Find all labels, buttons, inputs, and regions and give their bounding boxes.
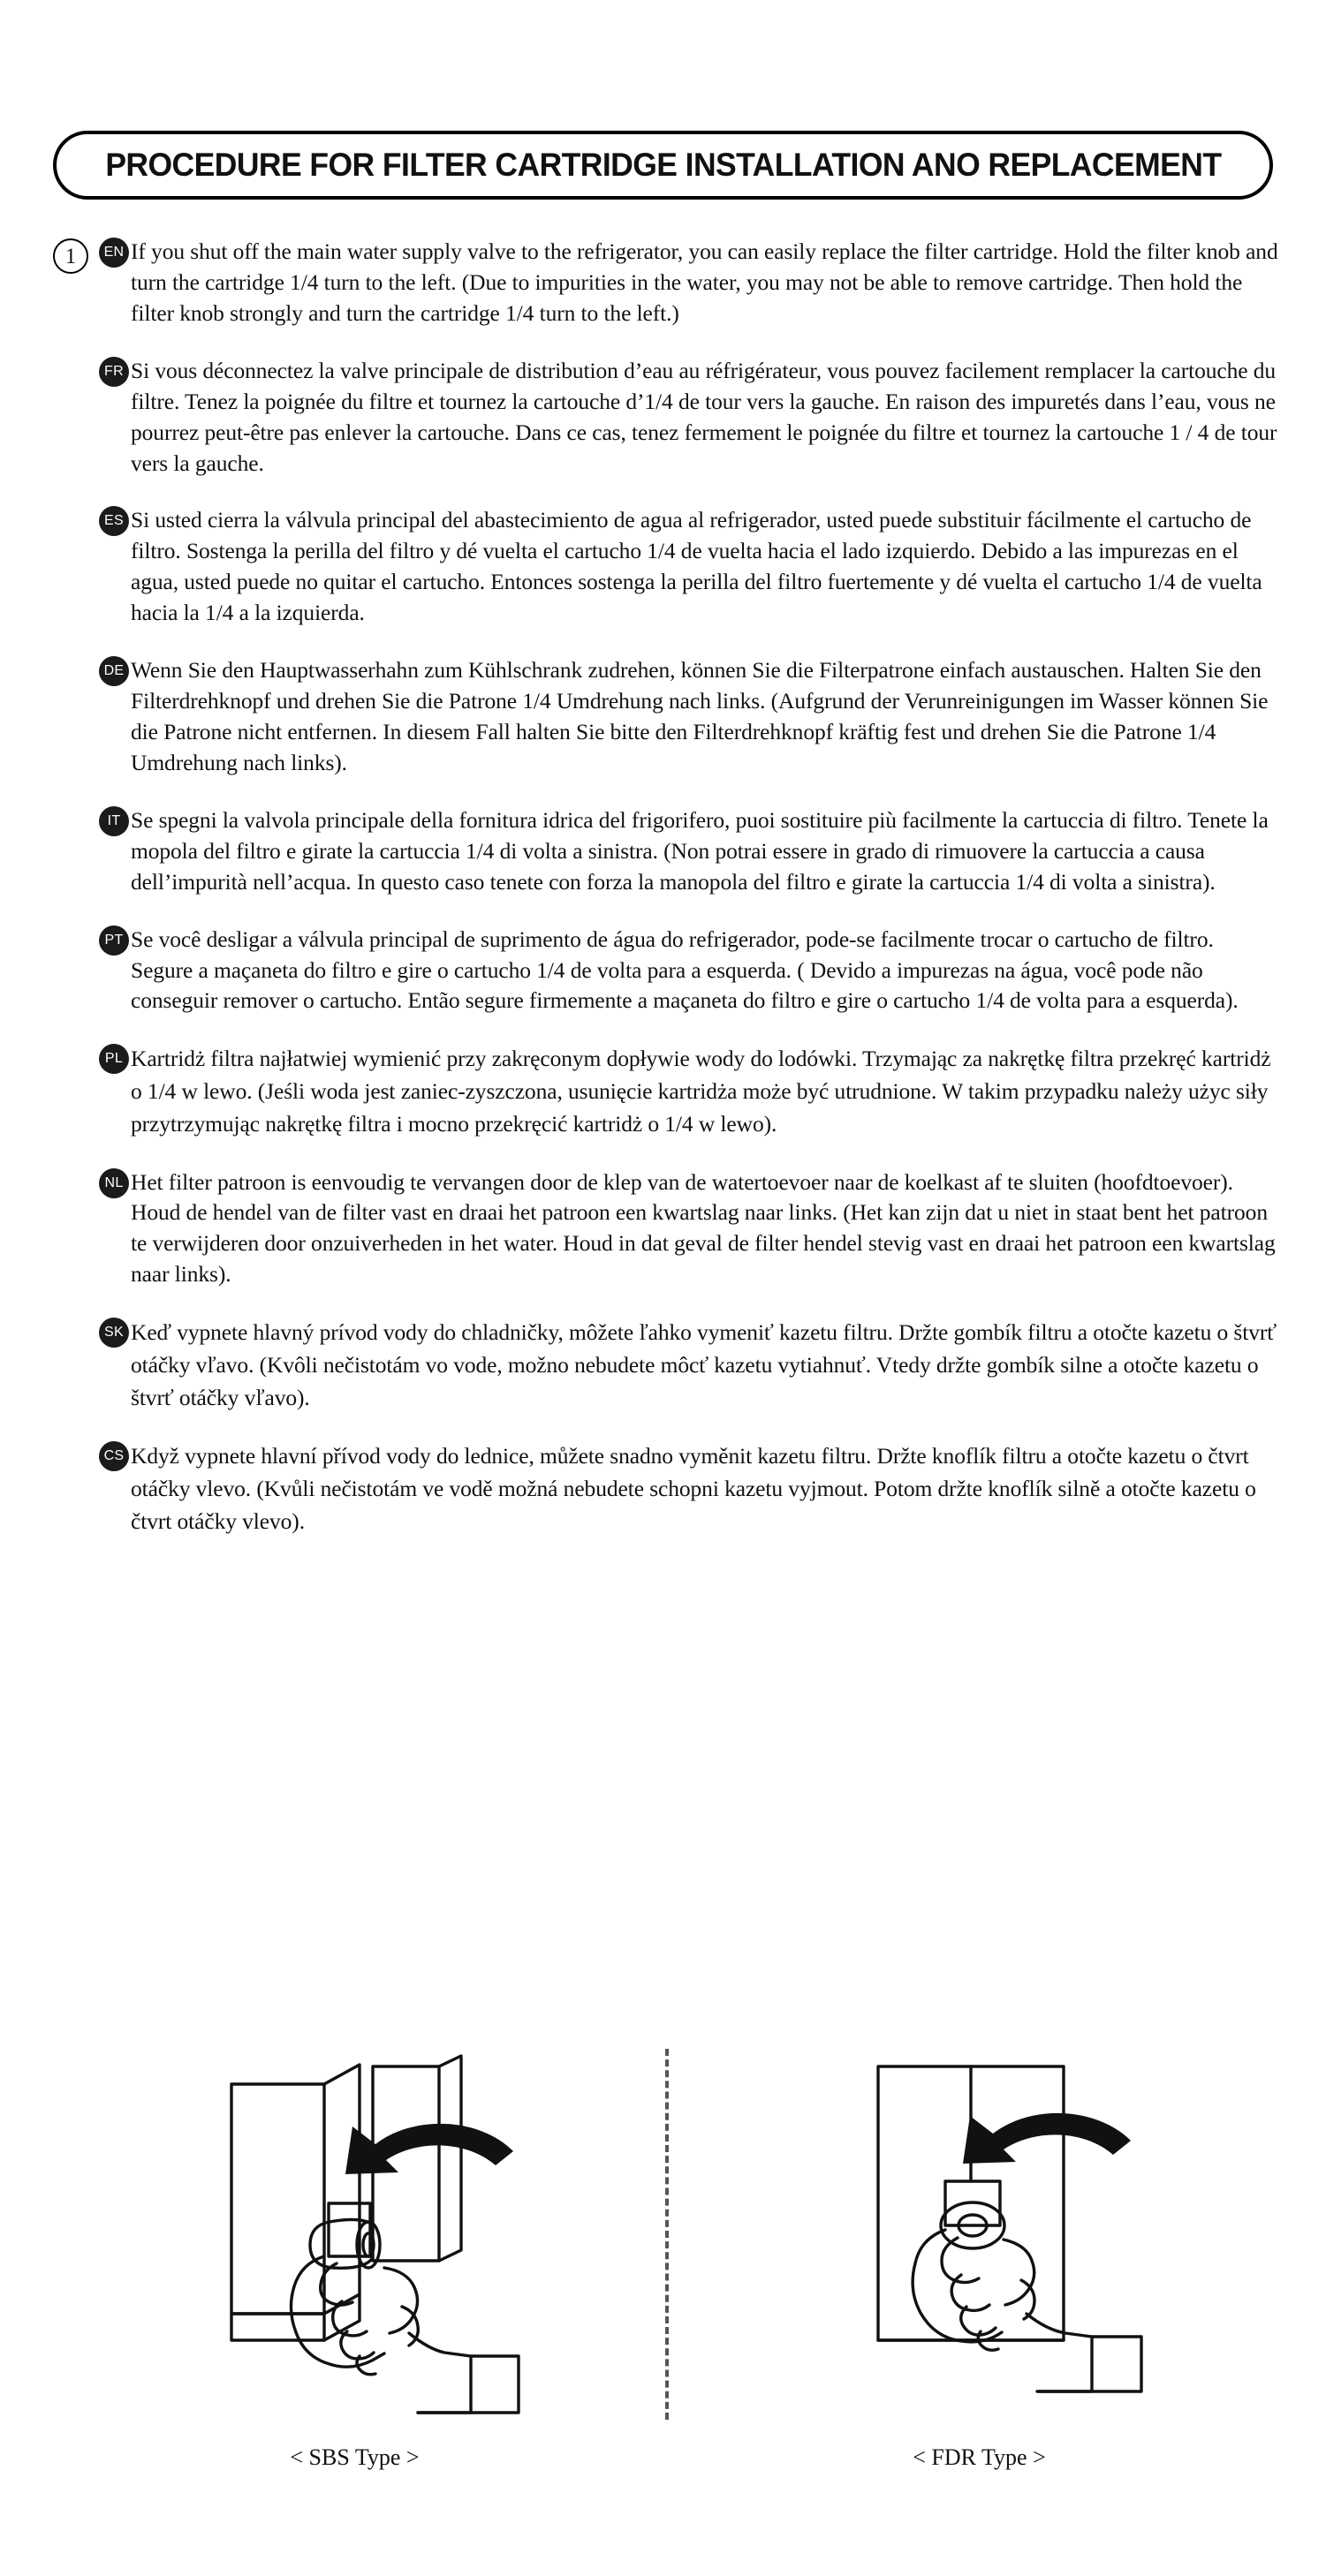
- paragraph-text-en: If you shut off the main water supply valve to the refrigerator, you can easily replace the filter cartridge. Hold the filter knob and turn the cartridge 1/4 turn to the left. (Due to impurities in the water, you may not be able to remove cartridge. Then hold the filter knob strongly and turn the cartridge 1/4 turn to the left.): [131, 238, 1278, 326]
- fdr-type-illustration: [772, 2049, 1187, 2429]
- paragraph-cs: [99, 1440, 1281, 1537]
- language-badge-nl: NL: [99, 1168, 129, 1198]
- paragraph-text-de: Wenn Sie den Hauptwasserhahn zum Kühlschrank zudrehen, können Sie die Filterpatrone einfach austauschen. Halten Sie den Filterdrehknopf und drehen Sie die Patrone 1/4 Umdrehung nach links. (Aufgrund der Verunreinigungen im Wasser können Sie die Patrone nicht entfernen. In diesem Fall halten Sie bitte den Filterdrehknopf kräftig fest und drehen Sie die Patrone 1/4 Umdrehung nach links).: [131, 657, 1269, 775]
- paragraph-text-pt: Se você desligar a válvula principal de suprimento de água do refrigerador, pode-se facilmente trocar o cartucho de filtro. Segure a maçaneta do filtro e gire o cartucho 1/4 de volta para a esquerda. ( Devido a impurezas na água, você pode não conseguir remover o cartucho. Então segure firmemente a maçaneta do filtro e gire o cartucho 1/4 de volta para a esquerda).: [131, 925, 1239, 1014]
- paragraph-fr: [99, 356, 1281, 480]
- step-block: [53, 237, 1281, 1538]
- paragraph-pl: [99, 1043, 1281, 1140]
- paragraph-es: [99, 505, 1281, 629]
- figure-caption-sbs: < SBS Type >: [290, 2444, 420, 2470]
- paragraph-it: [99, 805, 1281, 898]
- paragraph-text-cs: Když vypnete hlavní přívod vody do lednice, můžete snadno vyměnit kazetu filtru. Držte knoflík filtru a otočte kazetu o čtvrt otáčky vlevo. (Kvůli nečistotám ve vodě možná nebudete schopni kazetu vyjmout. Potom držte knoflík silně a otočte kazetu o čtvrt otáčky vlevo).: [131, 1443, 1256, 1534]
- paragraph-text-es: Si usted cierra la válvula principal del abastecimiento de agua al refrigerador, usted puede substituir fácilmente el cartucho de filtro. Sostenga la perilla del filtro y dé vuelta el cartucho 1/4 de vuelta hacia el lado izquierdo. Debido a las impurezas en el agua, usted puede no quitar el cartucho. Entonces sostenga la perilla del filtro fuertemente y dé vuelta el cartucho 1/4 de vuelta hacia la 1/4 a la izquierda.: [131, 507, 1262, 626]
- figure-divider: [665, 2049, 669, 2420]
- figure-sbs: [53, 2049, 656, 2471]
- paragraph-text-it: Se spegni la valvola principale della fornitura idrica del frigorifero, puoi sostituire più facilmente la cartuccia di filtro. Tenete la mopola del filtro e girate la cartuccia 1/4 di volta a sinistra. (Non potrai essere in grado di rimuovere la cartuccia a causa dell’impurità nell’acqua. In questo caso tenete con forza la manopola del filtro e girate la cartuccia 1/4 di volta a sinistra).: [131, 806, 1269, 895]
- page-title-banner: [53, 131, 1273, 200]
- paragraph-pt: [99, 925, 1281, 1017]
- step-1: [53, 237, 1281, 1538]
- language-badge-en: EN: [99, 238, 129, 268]
- language-badge-pl: PL: [99, 1044, 129, 1074]
- language-badge-es: ES: [99, 506, 129, 536]
- paragraph-text-pl: Kartridż filtra najłatwiej wymienić przy zakręconym dopływie wody do lodówki. Trzymając za nakrętkę filtra przekręć kartridż o 1/4 w lewo. (Jeśli woda jest zaniec-zyszczona, usunięcie kartridża może być utrudnione. W takim przypadku należy użyc siły przytrzymując nakrętkę filtra i mocno przekręcić kartridż o 1/4 w lewo).: [131, 1046, 1271, 1137]
- paragraph-text-sk: Keď vypnete hlavný prívod vody do chladničky, môžete ľahko vymeniť kazetu filtru. Držte gombík filtru a otočte kazetu o štvrť otáčky vľavo. (Kvôli nečistotám vo vode, možno nebudete môcť kazetu vytiahnuť. Vtedy držte gombík silne a otočte kazetu o štvrť otáčky vľavo).: [131, 1319, 1277, 1410]
- step-number: 1: [53, 238, 88, 274]
- figure-caption-fdr: < FDR Type >: [913, 2444, 1046, 2470]
- language-badge-sk: SK: [99, 1318, 129, 1348]
- paragraph-text-nl: Het filter patroon is eenvoudig te vervangen door de klep van de watertoevoer naar de koelkast af te sluiten (hoofdtoevoer). Houd de hendel van de filter vast en draai het patroon een kwartslag naar links. (Het kan zijn dat u niet in staat bent het patroon te verwijderen door onzuiverheden in het water. Houd in dat geval de filter hendel stevig vast en draai het patroon een kwartslag naar links).: [131, 1168, 1276, 1288]
- paragraph-sk: [99, 1317, 1281, 1414]
- paragraph-de: [99, 655, 1281, 779]
- language-badge-it: IT: [99, 806, 129, 836]
- paragraph-nl: [99, 1167, 1281, 1291]
- sbs-type-illustration: [148, 2049, 563, 2429]
- paragraph-text-fr: Si vous déconnectez la valve principale de distribution d’eau au réfrigérateur, vous pouvez facilement remplacer la cartouche du filtre. Tenez la poignée du filtre et tournez la cartouche d’1/4 de tour vers la gauche. En raison des impuretés dans l’eau, vous ne pourrez peut-être pas enlever la cartouche. Dans ce cas, tenez fermement le poignée du filtre et tournez la cartouche 1 / 4 de tour vers la gauche.: [131, 357, 1277, 476]
- page-title: PROCEDURE FOR FILTER CARTRIDGE INSTALLATION ANO REPLACEMENT: [104, 147, 1222, 183]
- language-badge-de: DE: [99, 656, 129, 686]
- paragraph-en: [99, 237, 1281, 329]
- figure-row: [53, 2049, 1281, 2508]
- language-badge-fr: FR: [99, 357, 129, 387]
- figure-fdr: [678, 2049, 1281, 2471]
- language-badge-cs: CS: [99, 1441, 129, 1471]
- language-badge-pt: PT: [99, 925, 129, 956]
- language-paragraph-list: [99, 237, 1281, 1538]
- step-number-wrap: [53, 237, 99, 274]
